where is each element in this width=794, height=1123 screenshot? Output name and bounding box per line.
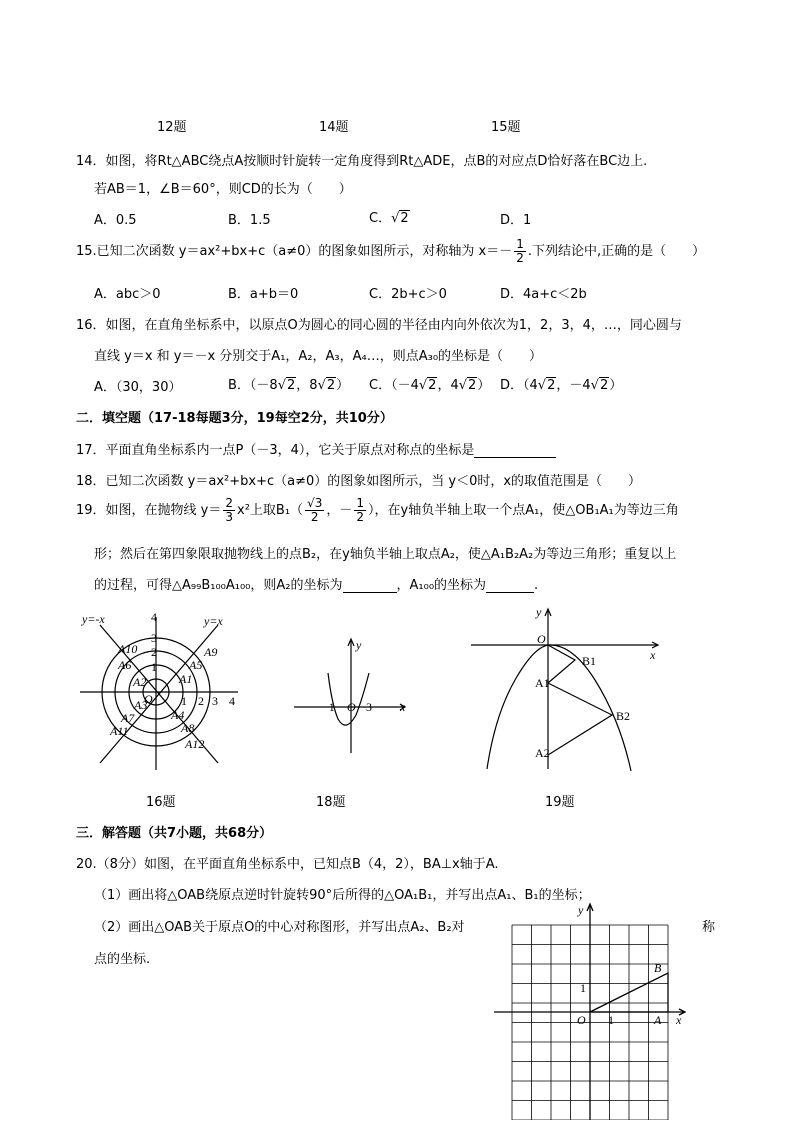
q15-line1 [76,238,705,265]
q15-frac-num: 1 [516,237,524,251]
point-b: B [654,961,662,975]
q20-part1: （1）画出将△OAB绕原点逆时针旋转90°后所得的△OA₁B₁，并写出点A₁、B₁的坐标； [94,888,591,903]
point-a5: A5 [189,658,203,672]
sqrt-sign: √ [317,378,326,393]
q19-mid: x²上取B₁（ [237,503,304,518]
section-2-heading: 二．填空题（17-18每题3分，19每空2分，共10分） [76,411,393,426]
tick-y-1: 1 [151,660,157,674]
point-a2: A2 [133,675,147,689]
q15-fraction [514,238,526,265]
q19-line3-c: . [534,578,539,593]
y-label: y [536,605,542,619]
sqrt-sign: √ [277,378,286,393]
y-label: y [578,903,584,917]
q16-d-end: ） [609,378,623,393]
point-a7: A7 [121,711,135,725]
x-label: x [676,1013,682,1027]
q14-line1: 14．如图，将Rt△ABC绕点A按顺时针旋转一定角度得到Rt△ADE，点B的对应点D恰好落在BC边上. [76,154,648,169]
label-a2: A2 [535,746,550,760]
sqrt-sign: √ [418,378,428,393]
q19-pre: 19．如图，在抛物线 y＝ [76,503,222,518]
point-a12: A12 [185,737,205,751]
x-label: x [400,700,406,714]
q19-frac1-den: 3 [225,510,234,524]
caption-12: 12题 [157,120,187,135]
origin-o: O [537,632,546,646]
tick-y-2: 2 [151,645,157,659]
q14-option-c-label: C． [369,211,392,226]
q15-text-b: .下列结论中,正确的是（ ） [527,244,706,259]
root-neg1: −1 [322,700,335,714]
q19-frac3 [354,497,366,524]
point-a9: A9 [204,645,218,659]
q19-line3-a: 的过程，可得△A₉₉B₁₀₀A₁₀₀，则A₂的坐标为 [94,578,343,593]
q16-d-rad1: 2 [547,378,556,393]
q15-frac-den: 2 [516,251,524,265]
tick-x-3: 3 [212,694,218,708]
q19-frac1-num: 2 [225,496,234,510]
q16-line1: 16．如图，在直角坐标系中，以原点O为圆心的同心圆的半径由内向外依次为1，2，3，4，…，同心圆与 [76,318,682,333]
section-3-heading: 三．解答题（共7小题，共68分） [76,826,273,841]
q16-d-pre: D．（4 [500,378,538,393]
q14-option-a: A．0.5 [94,213,137,228]
root-3: 3 [366,700,372,714]
caption-18: 18题 [316,795,346,810]
q14-line2: 若AB＝1，∠B＝60°，则CD的长为（ ） [94,182,352,197]
q16-b-mid: ，8 [296,378,318,393]
q16-c-end: ） [477,378,491,393]
q19-line3-b: ，A₁₀₀的坐标为 [396,578,487,593]
q20-part2-tail: 称 [702,920,716,935]
q16-c-pre: C．（－4 [369,378,419,393]
q14-option-c-radicand: 2 [400,211,409,226]
q14-option-b: B．1.5 [228,213,271,228]
q19-frac2-den: 2 [310,510,319,524]
label-y-x: y=x [204,614,223,628]
figure-18 [290,635,410,755]
tick-x-1: 1 [181,694,187,708]
q16-option-d [500,374,622,393]
caption-14: 14题 [319,120,349,135]
figure-19 [465,605,665,775]
label-y-neg-x: y=-x [82,612,105,626]
q19-frac3-den: 2 [356,510,364,524]
parabola-curve [487,645,631,771]
q17-answer-blank[interactable] [474,443,556,458]
point-a: A [654,1013,662,1027]
sqrt-sign: √ [458,378,468,393]
sqrt-sign: √ [537,378,547,393]
q16-option-c [369,374,490,393]
q16-c-mid: ，4 [437,378,459,393]
q20-part2: （2）画出△OAB关于原点O的中心对称图形，并写出点A₂、B₂对 [94,920,465,935]
q19-line3 [94,574,538,593]
sqrt-sign: √ [391,211,400,226]
y-label: y [356,638,362,652]
point-a4: A4 [171,708,185,722]
tick-x-1: 1 [608,1013,614,1027]
q16-d-mid: ，－4 [556,378,591,393]
point-a1: A1 [179,672,193,686]
caption-16: 16题 [146,795,176,810]
origin-o: O [577,1013,586,1027]
q16-c-rad2: 2 [468,378,477,393]
q17-text: 17．平面直角坐标系内一点P（－3，4），它关于原点对称点的坐标是 [76,443,475,458]
q19-answer-blank-a2[interactable] [343,578,397,593]
q16-option-b [228,374,349,393]
q15-option-b: B．a+b＝0 [228,287,299,302]
q19-frac3-num: 1 [356,496,364,510]
q19-post: ），在y轴负半轴上取一个点A₁，使△OB₁A₁为等边三角 [368,503,679,518]
tick-x-4: 4 [229,694,235,708]
sqrt-sign: √ [590,378,599,393]
q19-frac2 [305,497,324,524]
point-a3: A3 [134,698,148,712]
q16-line2: 直线 y＝x 和 y＝－x 分别交于A₁，A₂，A₃，A₄…，则点A₃₀的坐标是（ ） [94,349,543,364]
origin-o: O [144,692,153,706]
q14-option-d: D．1 [500,213,532,228]
point-a10: A10 [118,642,138,656]
tick-y-4: 4 [151,610,157,624]
q16-c-rad1: 2 [428,378,437,393]
figure-20-grid [494,900,694,1120]
q16-b-rad1: 2 [287,378,296,393]
x-label: x [650,648,656,662]
q15-option-c: C．2b+c＞0 [369,287,447,302]
point-a8: A8 [181,721,195,735]
q19-line2: 形；然后在第四象限取抛物线上的点B₂，在y轴负半轴上取点A₂，使△A₁B₂A₂为等边三角形；重复以上 [94,547,677,562]
q19-frac1 [223,497,235,524]
q15-option-d: D．4a+c＜2b [500,287,587,302]
q15-text-a: 15.已知二次函数 y＝ax²+bx+c（a≠0）的图象如图所示，对称轴为 x＝－ [76,244,513,259]
label-b1: B1 [582,654,597,668]
figure-16 [78,605,256,775]
q14-option-c [369,207,410,226]
q17 [76,439,556,458]
q19-frac2-num: √3 [307,496,323,510]
triangle-o-b1-a1 [548,645,575,683]
label-b2: B2 [616,709,631,723]
q19-line1 [76,497,679,524]
q20-part2-line2: 点的坐标. [94,952,151,967]
q18: 18．已知二次函数 y＝ax²+bx+c（a≠0）的图象如图所示，当 y＜0时，x的取值范围是（ ） [76,474,642,489]
q16-b-rad2: 2 [326,378,336,393]
q16-b-end: ） [336,378,350,393]
tick-y-1: 1 [580,981,586,995]
q16-d-rad2: 2 [599,378,609,393]
label-a1: A1 [535,676,550,690]
caption-15: 15题 [491,120,521,135]
q19-answer-blank-a100[interactable] [486,578,534,593]
point-a6: A6 [118,658,132,672]
q20-line1: 20.（8分）如图，在平面直角坐标系中，已知点B（4，2），BA⊥x轴于A. [76,857,499,872]
tick-y-3: 3 [151,631,157,645]
tick-x-2: 2 [198,694,204,708]
q16-b-pre: B．（－8 [228,378,278,393]
caption-19: 19题 [545,795,575,810]
q16-option-a: A．（30，30） [94,380,182,395]
q15-option-a: A．abc＞0 [94,287,161,302]
q19-comma: ，－ [326,503,353,518]
point-a11: A11 [110,724,129,738]
origin-o: O [347,700,356,714]
